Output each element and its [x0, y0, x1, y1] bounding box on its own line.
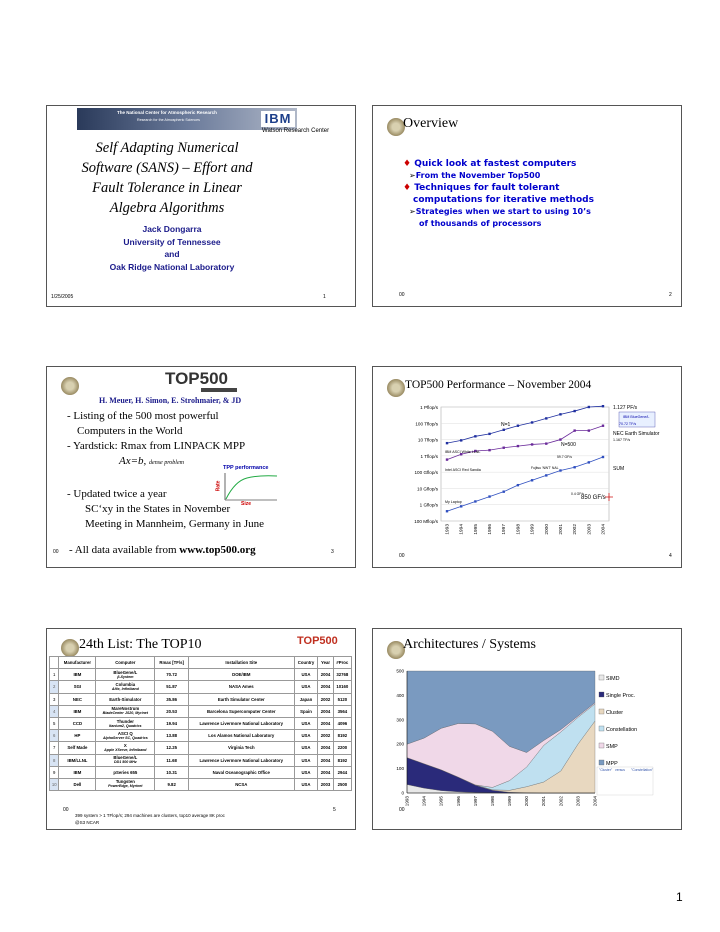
table-cell: IBM	[59, 705, 96, 717]
table-cell: 2944	[333, 766, 351, 778]
table-cell: 2004	[318, 681, 333, 693]
table-cell: Earth Simulator Center	[188, 693, 294, 705]
x-tick-label: 2004	[601, 524, 607, 535]
table-note-2: @S3 NCAR	[75, 820, 100, 825]
data-point	[517, 484, 519, 486]
table-cell: DOE/IBM	[188, 669, 294, 681]
table-cell: 70.72	[155, 669, 189, 681]
slide-1	[46, 105, 356, 307]
x-tick-label: 1997	[502, 524, 508, 535]
table-cell: Barcelona Supercomputer Center	[188, 705, 294, 717]
x-tick-label: 1995	[473, 524, 479, 535]
table-cell: USA	[294, 669, 318, 681]
table-cell: USA	[294, 730, 318, 742]
data-point	[588, 461, 590, 463]
data-point	[573, 410, 575, 412]
data-point	[446, 458, 448, 460]
data-point	[545, 417, 547, 419]
slide-3-body-lower: - Updated twice a year SC‘xy in the States in November Meeting in Mannheim, Germany in June	[67, 488, 265, 530]
legend-swatch	[599, 675, 604, 680]
banner-subtitle: Research for the Atmospheric Sciences	[137, 118, 200, 122]
table-cell: pSeries 655	[96, 766, 155, 778]
data-point	[573, 429, 575, 431]
table-cell: 9.82	[155, 778, 189, 790]
x-tick-label: 2002	[558, 796, 564, 807]
watson-label: Watson Research Center	[262, 128, 330, 134]
table-cell: IBM	[59, 766, 96, 778]
tpp-inset: TPP performance Rate Size	[217, 465, 283, 507]
x-tick-label: 1997	[472, 796, 478, 807]
y-tick-label: 1 Pflop/s	[420, 405, 438, 410]
chart-annotation: 70.72 TF/s	[619, 422, 637, 426]
x-tick-label: 1998	[516, 524, 522, 535]
slide-footer: 00	[53, 549, 59, 555]
overview-bullets: ♦ Quick look at fastest computers ➢From the November Top500 ♦ Techniques for fault tolerant computations for iterative methods ➢Strategies when we start to using 10’s of thousands of processors	[403, 159, 594, 228]
x-tick-label: 2001	[541, 796, 547, 807]
table-row	[50, 705, 352, 717]
table-cell: Spain	[294, 705, 318, 717]
table-cell: 5	[50, 717, 59, 729]
table-cell: USA	[294, 742, 318, 754]
table-cell: 10160	[333, 681, 351, 693]
architecture-chart	[377, 665, 677, 825]
table-cell: 7	[50, 742, 59, 754]
y-tick-label: 1 Tflop/s	[420, 453, 438, 459]
data-point	[488, 433, 490, 435]
slide-footer: 00	[63, 807, 69, 813]
table-cell: 2004	[318, 766, 333, 778]
table-cell: X Apple XServe, Infiniband	[96, 742, 155, 754]
slide-footer: 00	[399, 292, 405, 298]
table-cell: Earth-Simulator	[96, 693, 155, 705]
data-point	[503, 429, 505, 431]
table-cell: 1	[50, 669, 59, 681]
table-cell: 10.31	[155, 766, 189, 778]
table-cell: USA	[294, 681, 318, 693]
y-tick-label: 1 Gflop/s	[419, 502, 438, 508]
chart-annotation: 59.7 GF/s	[557, 455, 572, 459]
table-cell: 2002	[318, 693, 333, 705]
data-point	[517, 445, 519, 447]
legend-label: Cluster	[606, 710, 624, 716]
chart-annotation: SUM	[613, 466, 625, 472]
table-cell: Lawrence Livermore National Laboratory	[188, 754, 294, 766]
inset-label: "Cluster"	[599, 768, 613, 772]
data-point	[545, 442, 547, 444]
x-tick-label: 2000	[544, 524, 550, 535]
author-block: Jack Dongarra University of Tennessee and Oak Ridge National Laboratory	[109, 224, 235, 272]
x-tick-label: 2003	[575, 796, 581, 807]
x-tick-label: 2000	[524, 796, 530, 807]
y-tick-label: 200	[396, 741, 404, 747]
table-cell: USA	[294, 754, 318, 766]
slide-number: 3	[331, 549, 334, 555]
data-point	[446, 442, 448, 444]
y-tick-label: 100 Tflop/s	[415, 421, 438, 427]
table-cell: 32768	[333, 669, 351, 681]
data-point	[559, 469, 561, 471]
x-tick-label: 2004	[592, 796, 598, 807]
legend-label: MPP	[606, 761, 618, 767]
slide-6-title: Architectures / Systems	[403, 637, 536, 652]
y-tick-label: 100 Gflop/s	[414, 470, 438, 476]
table-cell: 19.94	[155, 717, 189, 729]
x-tick-label: 1994	[459, 524, 465, 535]
slide-footer: 00	[399, 807, 405, 813]
ibm-logo: IBM	[261, 111, 295, 127]
table-row	[50, 742, 352, 754]
data-point	[488, 449, 490, 451]
y-tick-label: 100 Mflop/s	[414, 519, 438, 524]
data-point	[588, 429, 590, 431]
table-note: 399 system > 1 TFlop/s; 294 machines are clusters, top10 average 8K proc	[75, 813, 225, 818]
table-cell: 2003	[318, 778, 333, 790]
column-header: #Proc	[333, 657, 351, 669]
chart-annotation: 1.127 PF/s	[613, 405, 638, 411]
chart-annotation: Intel ASCI Red Sandia	[445, 468, 481, 472]
column-header: Manufacturer	[59, 657, 96, 669]
legend-label: Single Proc.	[606, 693, 636, 699]
table-cell: USA	[294, 717, 318, 729]
table-cell: 2004	[318, 669, 333, 681]
table-header	[50, 657, 352, 669]
table-cell: 13.88	[155, 730, 189, 742]
x-tick-label: 1996	[488, 524, 494, 535]
table-cell: USA	[294, 778, 318, 790]
legend-swatch	[599, 743, 604, 748]
x-tick-label: 1994	[421, 796, 427, 807]
data-point	[446, 510, 448, 512]
table-cell: BlueGene/L β-System	[96, 669, 155, 681]
y-tick-label: 10 Tflop/s	[417, 437, 438, 443]
table-cell: 2002	[318, 730, 333, 742]
x-tick-label: 1996	[455, 796, 461, 807]
table-cell: BlueGene/L DD1 500 MHz	[96, 754, 155, 766]
x-tick-label: 2003	[587, 524, 593, 535]
data-point	[559, 413, 561, 415]
table-cell: 35.86	[155, 693, 189, 705]
table-cell: Virginia Tech	[188, 742, 294, 754]
slide-6	[372, 628, 682, 830]
legend-label: SMP	[606, 744, 618, 750]
inset-label: "Constellation"	[631, 768, 654, 772]
column-header: Installation Site	[188, 657, 294, 669]
data-point	[474, 500, 476, 502]
chart-annotation: My Laptop	[445, 500, 462, 504]
slide-1-title: Self Adapting Numerical Software (SANS) – Effort and Fault Tolerance in Linear Algebra Algorithms	[81, 140, 253, 216]
table-cell: HP	[59, 730, 96, 742]
chart-annotation: IBM ASCI White LLNL	[445, 450, 481, 454]
icl-logo	[61, 639, 79, 657]
data-point	[573, 466, 575, 468]
x-tick-label: 1993	[404, 796, 410, 807]
table-row	[50, 778, 352, 790]
data-point	[460, 439, 462, 441]
y-tick-label: 100	[396, 766, 404, 772]
top500-logo: TOP500	[297, 635, 338, 647]
data-point	[503, 447, 505, 449]
table-row	[50, 717, 352, 729]
table-cell: 5120	[333, 693, 351, 705]
y-tick-label: 500	[396, 668, 404, 674]
banner-title: The National Center for Atmospheric Research	[117, 110, 217, 115]
table-cell: 11.68	[155, 754, 189, 766]
legend-label: SIMD	[606, 676, 620, 682]
top500-url-line: - All data available from www.top500.org	[69, 544, 256, 556]
chart-annotation: N=1	[501, 422, 511, 428]
x-tick-label: 2002	[573, 524, 579, 535]
table-cell: USA	[294, 766, 318, 778]
data-point	[531, 421, 533, 423]
data-point	[559, 438, 561, 440]
table-cell: 8192	[333, 754, 351, 766]
data-point	[503, 490, 505, 492]
x-tick-label: 1998	[489, 796, 495, 807]
table-cell: 2004	[318, 754, 333, 766]
table-cell: Dell	[59, 778, 96, 790]
y-tick-label: 0	[401, 790, 404, 796]
inset-label: versus	[615, 768, 625, 772]
table-cell: Japan	[294, 693, 318, 705]
data-point	[531, 479, 533, 481]
x-tick-label: 1999	[530, 524, 536, 535]
x-tick-label: 1999	[507, 796, 513, 807]
chart-annotation: 1.167 TF/s	[613, 438, 631, 442]
legend-swatch	[599, 692, 604, 697]
table-cell: Naval Oceanographic Office	[188, 766, 294, 778]
table-cell: 6	[50, 730, 59, 742]
column-header: Country	[294, 657, 318, 669]
performance-chart	[377, 401, 677, 561]
chart-annotation: N=500	[561, 442, 576, 448]
table-cell: 10	[50, 778, 59, 790]
chart-annotation: 0.4 GF/s	[571, 492, 585, 496]
column-header: Computer	[96, 657, 155, 669]
slide-5-title: 24th List: The TOP10	[79, 637, 202, 652]
slide-2-title: Overview	[403, 116, 459, 131]
y-tick-label: 300	[396, 717, 404, 723]
table-cell: NCSA	[188, 778, 294, 790]
table-cell: 51.87	[155, 681, 189, 693]
table-cell: Los Alamos National Laboratory	[188, 730, 294, 742]
x-tick-label: 2001	[558, 524, 564, 535]
table-row	[50, 766, 352, 778]
data-point	[488, 495, 490, 497]
table-row	[50, 730, 352, 742]
slide-footer: 00	[399, 553, 405, 559]
chart-annotation: IBM BlueGene/L	[623, 415, 650, 419]
legend-swatch	[599, 760, 604, 765]
page-number: 1	[676, 890, 683, 904]
top500-logo: TOP500	[165, 369, 237, 393]
slide-number: 5	[333, 807, 336, 813]
table-cell: IBM/LLNL	[59, 754, 96, 766]
slide-5	[46, 628, 356, 830]
table-cell: 4096	[333, 717, 351, 729]
table-cell: 9	[50, 766, 59, 778]
legend-swatch	[599, 726, 604, 731]
table-cell: 20.53	[155, 705, 189, 717]
data-point	[474, 435, 476, 437]
table-cell: 8192	[333, 730, 351, 742]
table-row	[50, 754, 352, 766]
data-point	[602, 405, 604, 407]
table-cell: 12.25	[155, 742, 189, 754]
chart-annotation: NEC Earth Simulator	[613, 431, 660, 437]
table-cell: Columbia Altix, Infiniband	[96, 681, 155, 693]
column-header: Rmax [TF/s]	[155, 657, 189, 669]
table-cell: CCD	[59, 717, 96, 729]
slide-3-body: - Listing of the 500 most powerful Computers in the World - Yardstick: Rmax from LINPACK MPP Ax=b, dense problem	[67, 410, 246, 467]
table-cell: 3564	[333, 705, 351, 717]
slide-number: 4	[669, 553, 672, 559]
authors: H. Meuer, H. Simon, E. Strohmaier, & JD	[99, 396, 242, 405]
table-cell: 2004	[318, 717, 333, 729]
table-cell: Tungsten PowerEdge, Myrinet	[96, 778, 155, 790]
x-tick-label: 1995	[438, 796, 444, 807]
table-row	[50, 669, 352, 681]
table-cell: 2200	[333, 742, 351, 754]
legend-label: Constellation	[606, 727, 638, 733]
slide-4	[372, 366, 682, 568]
table-cell: 2004	[318, 742, 333, 754]
table-cell: NEC	[59, 693, 96, 705]
table-cell: NASA Ames	[188, 681, 294, 693]
data-point	[531, 443, 533, 445]
table-cell: 2	[50, 681, 59, 693]
table-cell: IBM	[59, 669, 96, 681]
table-cell: 8	[50, 754, 59, 766]
table-cell: 2004	[318, 705, 333, 717]
table-cell: Thunder Itanium2, Quadrics	[96, 717, 155, 729]
icl-logo	[387, 379, 405, 397]
data-point	[545, 474, 547, 476]
data-point	[460, 505, 462, 507]
chart-annotation: 850 GF/s	[581, 495, 606, 501]
table-cell: 3	[50, 693, 59, 705]
slide-date: 1/25/2005	[51, 294, 74, 300]
legend-swatch	[599, 709, 604, 714]
column-header	[50, 657, 59, 669]
table-cell: Lawrence Livermore National Laboratory	[188, 717, 294, 729]
slide-number: 1	[323, 294, 326, 300]
column-header: Year	[318, 657, 333, 669]
data-point	[602, 425, 604, 427]
table-cell: Self Made	[59, 742, 96, 754]
y-tick-label: 10 Gflop/s	[417, 486, 438, 492]
slide-3	[46, 366, 356, 568]
icl-logo	[61, 377, 79, 395]
slide-2	[372, 105, 682, 307]
data-point	[588, 406, 590, 408]
table-cell: 4	[50, 705, 59, 717]
table-cell: MareNostrum BladeCenter JS20, Myrinet	[96, 705, 155, 717]
y-tick-label: 400	[396, 692, 404, 698]
data-point	[602, 456, 604, 458]
table-row	[50, 693, 352, 705]
table-cell: 2500	[333, 778, 351, 790]
table-row	[50, 681, 352, 693]
top10-table	[49, 656, 352, 791]
table-cell: ASCI Q AlphaServer SC, Quadrics	[96, 730, 155, 742]
slide-number: 2	[669, 292, 672, 298]
data-point	[517, 425, 519, 427]
x-tick-label: 1993	[445, 524, 451, 535]
slide-4-title: TOP500 Performance – November 2004	[405, 379, 592, 391]
table-cell: SGI	[59, 681, 96, 693]
chart-annotation: Fujitsu 'NWT' NAL	[531, 466, 559, 470]
